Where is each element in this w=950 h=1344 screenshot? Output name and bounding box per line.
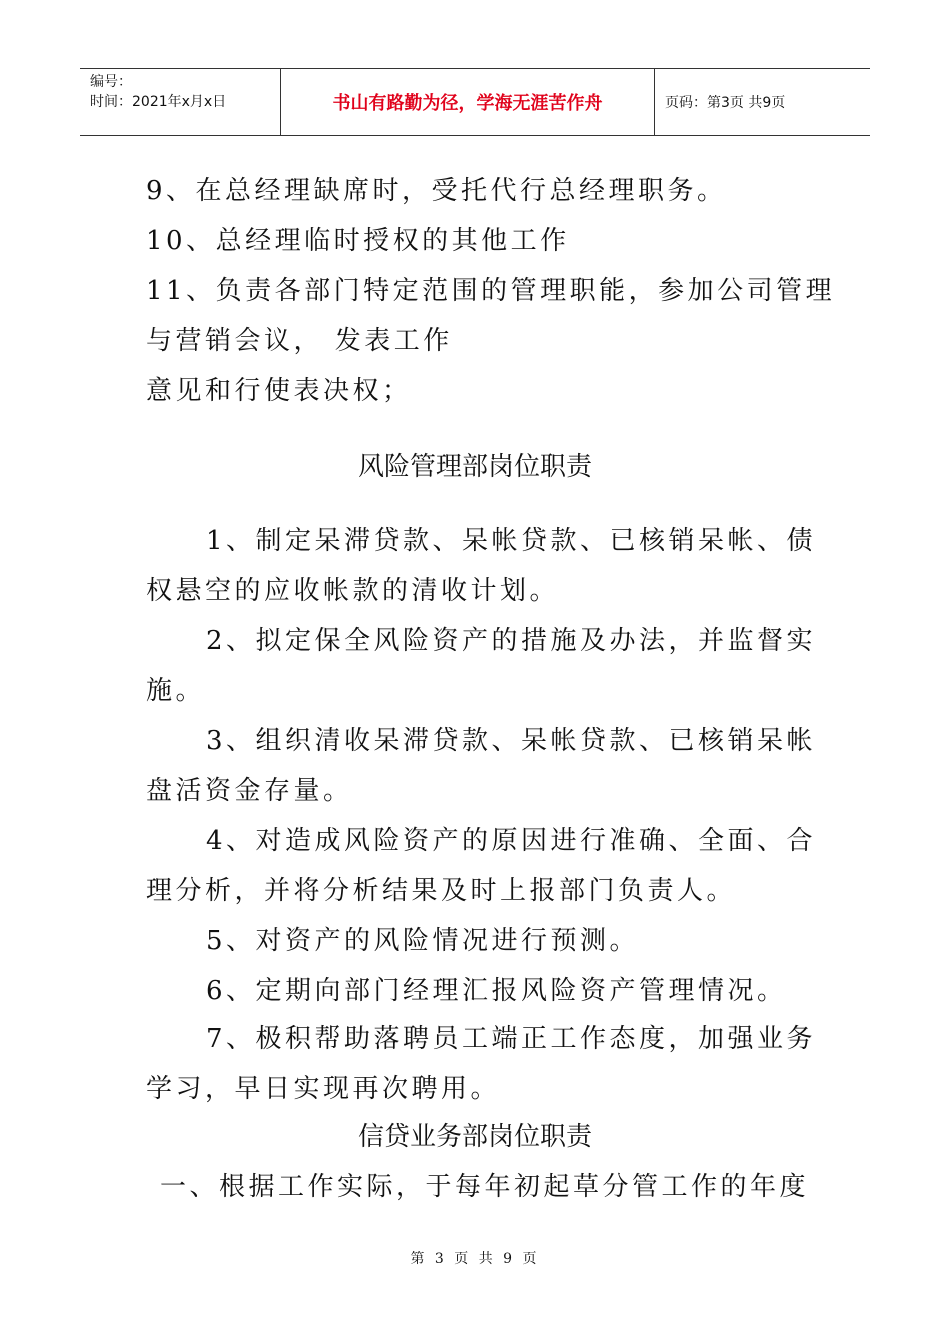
section-title-credit: 信贷业务部岗位职责 [357,1122,592,1152]
risk-duty-line: 2、拟定保全风险资产的措施及办法，并监督实 [206,626,817,656]
body-line: 与营销会议， 发表工作 [146,326,453,356]
header-page-info: 页码：第3页 共9页 [665,95,786,111]
risk-duty-line: 5、对资产的风险情况进行预测。 [206,926,640,956]
section-title-risk: 风险管理部岗位职责 [357,452,592,482]
body-line: 11、负责各部门特定范围的管理职能，参加公司管理 [146,276,836,306]
risk-duty-line: 权悬空的应收帐款的清收计划。 [146,576,560,606]
risk-duty-line: 3、组织清收呆滞贷款、呆帐贷款、已核销呆帐 [206,726,817,756]
risk-duty-line: 1、制定呆滞贷款、呆帐贷款、已核销呆帐、债 [206,526,817,556]
risk-duty-line: 7、极积帮助落聘员工端正工作态度，加强业务 [206,1024,817,1054]
body-line: 9、在总经理缺席时，受托代行总经理职务。 [146,176,727,206]
risk-duty-line: 施。 [146,676,206,706]
page-footer: 第 3 页 共 9 页 [410,1251,540,1267]
risk-duty-line: 学习，早日实现再次聘用。 [146,1074,501,1104]
risk-duty-line: 6、定期向部门经理汇报风险资产管理情况。 [206,976,787,1006]
body-line: 10、总经理临时授权的其他工作 [146,226,570,256]
risk-duty-line: 盘活资金存量。 [146,776,353,806]
header-motto: 书山有路勤为径，学海无涯苦作舟 [281,69,655,135]
document-number-label: 编号： [90,74,132,90]
body-line: 意见和行使表决权； [146,376,412,406]
document-date: 时间：2021年x月x日 [90,94,227,110]
header-table [80,68,870,136]
risk-duty-line: 4、对造成风险资产的原因进行准确、全面、合 [206,826,817,856]
header-meta [80,69,281,135]
credit-duty-line: 一、根据工作实际，于每年初起草分管工作的年度 [160,1172,810,1202]
risk-duty-line: 理分析，并将分析结果及时上报部门负责人。 [146,876,737,906]
